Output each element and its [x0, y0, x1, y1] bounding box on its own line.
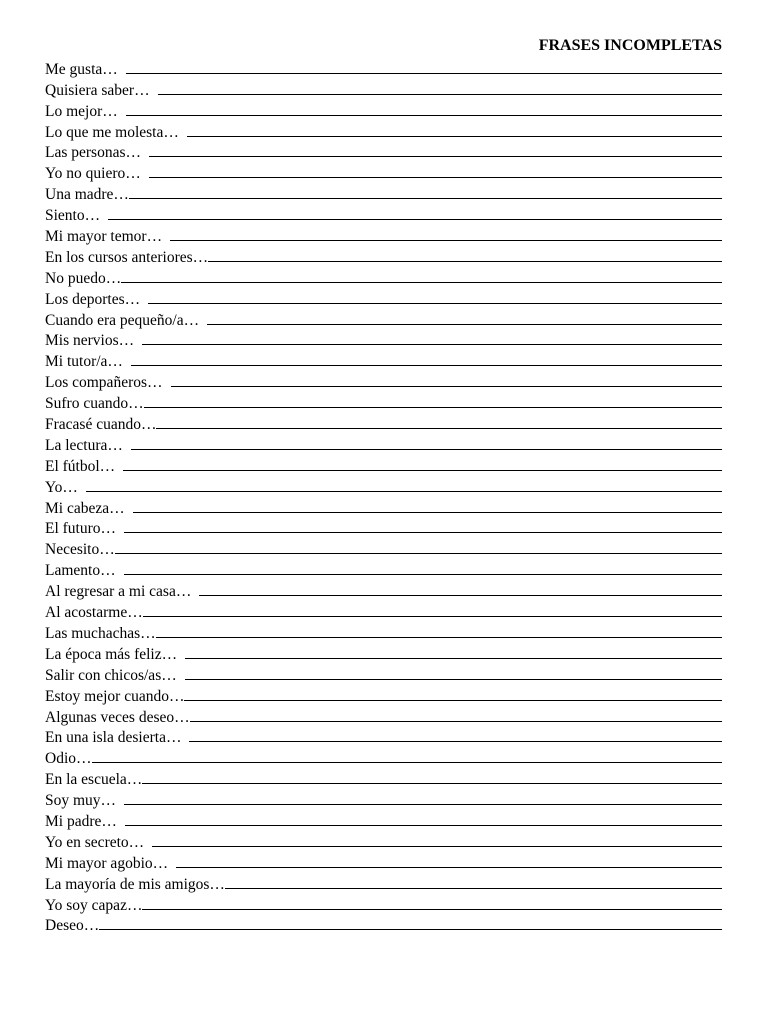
- sentence-prompt: Las muchachas…: [45, 624, 156, 642]
- sentence-line: [45, 246, 722, 267]
- sentence-prompt: Odio…: [45, 750, 92, 768]
- answer-blank: [124, 532, 722, 533]
- answer-blank: [176, 867, 722, 868]
- answer-blank: [185, 658, 722, 659]
- sentence-prompt: Una madre…: [45, 186, 129, 204]
- answer-blank: [92, 762, 723, 763]
- sentence-line: [45, 288, 722, 309]
- answer-blank: [225, 888, 722, 889]
- sentence-prompt: Las personas…: [45, 144, 141, 162]
- sentence-line: [45, 392, 722, 413]
- sentence-prompt: Lo que me molesta…: [45, 123, 179, 141]
- sentence-prompt: Mi cabeza…: [45, 499, 125, 517]
- sentence-line: [45, 58, 722, 79]
- answer-blank: [171, 386, 722, 387]
- answer-blank: [124, 804, 722, 805]
- answer-blank: [129, 198, 722, 199]
- answer-blank: [125, 825, 722, 826]
- sentence-prompt: Soy muy…: [45, 792, 117, 810]
- answer-blank: [144, 407, 722, 408]
- sentence-line: [45, 100, 722, 121]
- sentence-prompt: Salir con chicos/as…: [45, 666, 177, 684]
- sentence-line: [45, 267, 722, 288]
- answer-blank: [121, 282, 722, 283]
- answer-blank: [156, 428, 722, 429]
- sentence-line: [45, 142, 722, 163]
- sentence-prompt: La mayoría de mis amigos…: [45, 875, 225, 893]
- sentence-prompt: Mi mayor temor…: [45, 228, 163, 246]
- answer-blank: [86, 491, 722, 492]
- answer-blank: [207, 324, 722, 325]
- sentence-prompt: Necesito…: [45, 541, 115, 559]
- sentence-line: [45, 497, 722, 518]
- sentence-line: [45, 559, 722, 580]
- sentence-line: [45, 476, 722, 497]
- answer-blank: [184, 700, 722, 701]
- answer-blank: [142, 909, 722, 910]
- sentence-line: [45, 162, 722, 183]
- sentence-prompt: Al regresar a mi casa…: [45, 583, 192, 601]
- answer-blank: [149, 156, 722, 157]
- answer-blank: [148, 303, 722, 304]
- sentence-prompt: Cuando era pequeño/a…: [45, 311, 200, 329]
- sentence-line: [45, 643, 722, 664]
- sentence-line: [45, 894, 722, 915]
- sentence-line: [45, 747, 722, 768]
- sentence-line: [45, 538, 722, 559]
- answer-blank: [133, 512, 722, 513]
- sentence-line: [45, 852, 722, 873]
- sentence-line: [45, 121, 722, 142]
- sentence-prompt: Mi tutor/a…: [45, 353, 123, 371]
- answer-blank: [208, 261, 722, 262]
- answer-blank: [131, 365, 722, 366]
- answer-blank: [170, 240, 722, 241]
- sentence-line: [45, 580, 722, 601]
- answer-blank: [123, 470, 722, 471]
- sentence-line: [45, 204, 722, 225]
- sentence-line: [45, 873, 722, 894]
- sentence-line: [45, 831, 722, 852]
- sentence-prompt: Los compañeros…: [45, 374, 163, 392]
- sentence-prompt: En una isla desierta…: [45, 729, 182, 747]
- answer-blank: [152, 846, 722, 847]
- answer-blank: [149, 177, 722, 178]
- answer-blank: [187, 136, 722, 137]
- sentence-line: [45, 330, 722, 351]
- sentence-prompt: Mi padre…: [45, 812, 117, 830]
- sentence-line: [45, 79, 722, 100]
- sentence-prompt: La época más feliz…: [45, 645, 178, 663]
- sentence-line: [45, 706, 722, 727]
- sentence-line: [45, 518, 722, 539]
- sentence-prompt: Al acostarme…: [45, 604, 143, 622]
- answer-blank: [99, 929, 722, 930]
- sentence-line: [45, 664, 722, 685]
- sentence-prompt: Lamento…: [45, 562, 116, 580]
- sentence-line: [45, 789, 722, 810]
- answer-blank: [199, 595, 722, 596]
- sentence-prompt: Yo…: [45, 478, 78, 496]
- sentence-prompt: Estoy mejor cuando…: [45, 687, 185, 705]
- sentence-line: [45, 768, 722, 789]
- sentence-prompt: Mi mayor agobio…: [45, 854, 169, 872]
- sentence-prompt: El fútbol…: [45, 457, 116, 475]
- answer-blank: [156, 637, 722, 638]
- sentence-prompt: El futuro…: [45, 520, 117, 538]
- sentence-prompt: La lectura…: [45, 436, 123, 454]
- answer-blank: [126, 115, 722, 116]
- answer-blank: [189, 741, 722, 742]
- answer-blank: [126, 73, 722, 74]
- answer-blank: [115, 553, 722, 554]
- sentence-prompt: Mis nervios…: [45, 332, 135, 350]
- sentence-line: [45, 371, 722, 392]
- sentence-prompt: No puedo…: [45, 269, 122, 287]
- sentence-prompt: Fracasé cuando…: [45, 416, 157, 434]
- sentence-prompt: Siento…: [45, 207, 101, 225]
- sentence-line: [45, 413, 722, 434]
- sentence-prompt: En los cursos anteriores…: [45, 248, 209, 266]
- sentence-prompt: Me gusta…: [45, 60, 118, 78]
- sentence-list: [45, 58, 722, 935]
- answer-blank: [190, 721, 722, 722]
- sentence-line: [45, 622, 722, 643]
- answer-blank: [124, 574, 722, 575]
- sentence-prompt: Quisiera saber…: [45, 81, 150, 99]
- answer-blank: [131, 449, 722, 450]
- sentence-line: [45, 350, 722, 371]
- answer-blank: [185, 679, 722, 680]
- sentence-line: [45, 455, 722, 476]
- sentence-prompt: Lo mejor…: [45, 102, 118, 120]
- answer-blank: [108, 219, 722, 220]
- sentence-line: [45, 685, 722, 706]
- sentence-line: [45, 810, 722, 831]
- sentence-line: [45, 601, 722, 622]
- sentence-line: [45, 309, 722, 330]
- sentence-line: [45, 183, 722, 204]
- sentence-prompt: Algunas veces deseo…: [45, 708, 190, 726]
- sentence-prompt: Yo en secreto…: [45, 833, 145, 851]
- answer-blank: [142, 783, 722, 784]
- answer-blank: [143, 616, 722, 617]
- sentence-prompt: Yo no quiero…: [45, 165, 141, 183]
- sentence-line: [45, 727, 722, 748]
- answer-blank: [158, 94, 722, 95]
- sentence-prompt: Yo soy capaz…: [45, 896, 143, 914]
- sentence-prompt: En la escuela…: [45, 771, 143, 789]
- sentence-line: [45, 225, 722, 246]
- page-title: FRASES INCOMPLETAS: [538, 37, 722, 54]
- sentence-prompt: Sufro cuando…: [45, 395, 144, 413]
- sentence-line: [45, 434, 722, 455]
- answer-blank: [142, 344, 722, 345]
- sentence-line: [45, 915, 722, 936]
- sentence-prompt: Los deportes…: [45, 290, 141, 308]
- sentence-prompt: Deseo…: [45, 917, 100, 935]
